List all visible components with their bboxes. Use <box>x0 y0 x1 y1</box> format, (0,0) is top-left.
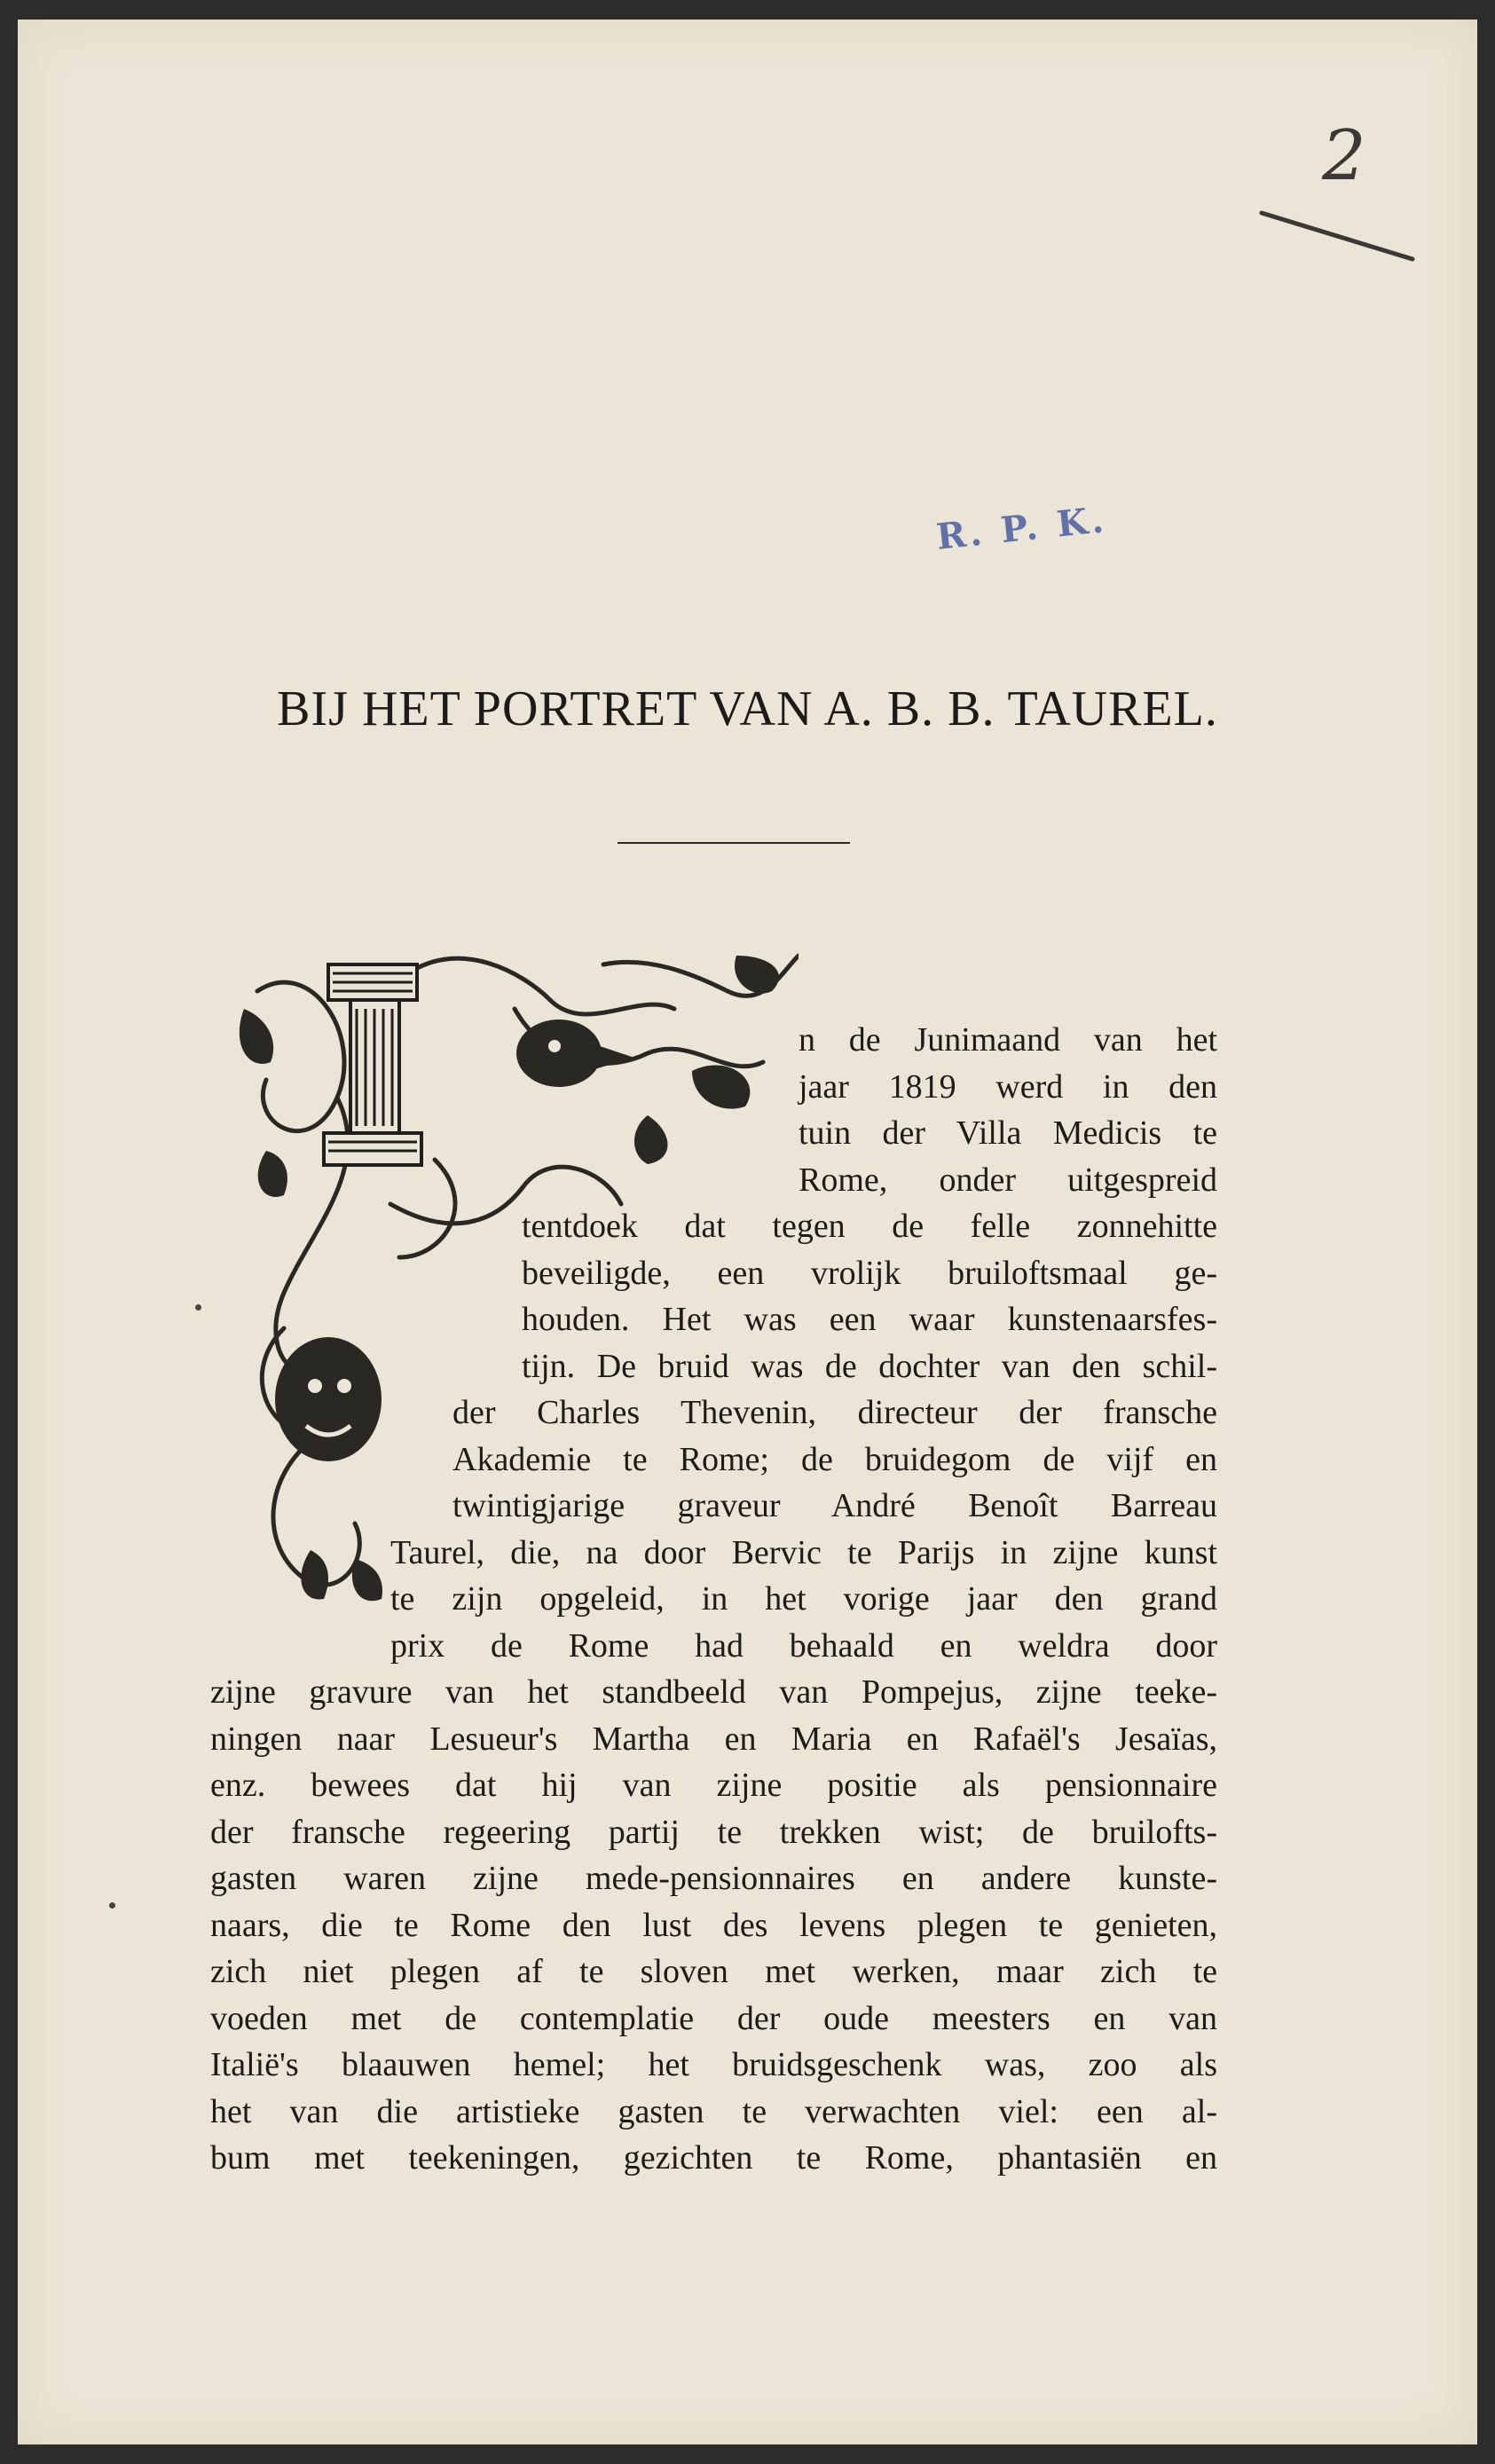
document-page <box>18 20 1477 2444</box>
text-line: twintigjarige graveur André Benoît Barreau <box>452 1487 1217 1524</box>
page-title: BIJ HET PORTRET VAN A. B. B. TAUREL. <box>277 681 1218 736</box>
text-line: tuin der Villa Medicis te <box>799 1114 1217 1152</box>
title-divider <box>618 842 850 844</box>
text-line: jaar 1819 werd in den <box>799 1067 1217 1106</box>
text-line: der Charles Thevenin, directeur der fransche <box>452 1394 1217 1431</box>
text-line: enz. bewees dat hij van zijne positie als pensionnaire <box>210 1767 1217 1804</box>
text-line: tijn. De bruid was de dochter van den schil- <box>522 1347 1217 1385</box>
text-line: zijne gravure van het standbeeld van Pompejus, zijne teeke- <box>210 1673 1217 1711</box>
handwritten-page-number <box>1251 126 1420 268</box>
text-line: naars, die te Rome den lust des levens plegen te genieten, <box>210 1906 1217 1944</box>
text-line: prix de Rome had behaald en weldra door <box>390 1626 1217 1665</box>
text-line: te zijn opgeleid, in het vorige jaar den grand <box>390 1580 1217 1618</box>
text-line: tentdoek dat tegen de felle zonnehitte <box>522 1208 1217 1245</box>
paper-speck <box>109 1902 115 1909</box>
text-line: zich niet plegen af te sloven met werken, maar zich te <box>210 1953 1217 1990</box>
handwritten-number: 2 <box>1322 126 1366 196</box>
text-line: voeden met de contemplatie der oude meesters en van <box>210 1999 1217 2037</box>
text-line: gasten waren zijne mede-pensionnaires en andere kunste- <box>210 1860 1217 1897</box>
paper-speck <box>195 1304 201 1311</box>
text-line: houden. Het was een waar kunstenaarsfes- <box>522 1301 1217 1338</box>
text-line: beveiligde, een vrolijk bruiloftsmaal ge- <box>522 1254 1217 1292</box>
library-stamp: R. P. K. <box>934 499 1110 558</box>
text-line: n de Junimaand van het <box>799 1021 1217 1059</box>
handwritten-slash <box>1262 213 1412 259</box>
text-line: Italië's blaauwen hemel; het bruidsgeschenk was, zoo als <box>210 2046 1217 2083</box>
text-line: ningen naar Lesueur's Martha en Maria en Rafaël's Jesaïas, <box>210 1720 1217 1758</box>
text-line: der fransche regeering partij te trekken wist; de bruilofts- <box>210 1813 1217 1851</box>
text-line: Rome, onder uitgespreid <box>799 1161 1217 1199</box>
text-line: Taurel, die, na door Bervic te Parijs in zijne kunst <box>390 1533 1217 1571</box>
text-line: het van die artistieke gasten te verwachten viel: een al- <box>210 2092 1217 2130</box>
text-line: bum met teekeningen, gezichten te Rome, phantasiën en <box>210 2139 1217 2177</box>
text-line: Akademie te Rome; de bruidegom de vijf en <box>452 1440 1217 1478</box>
